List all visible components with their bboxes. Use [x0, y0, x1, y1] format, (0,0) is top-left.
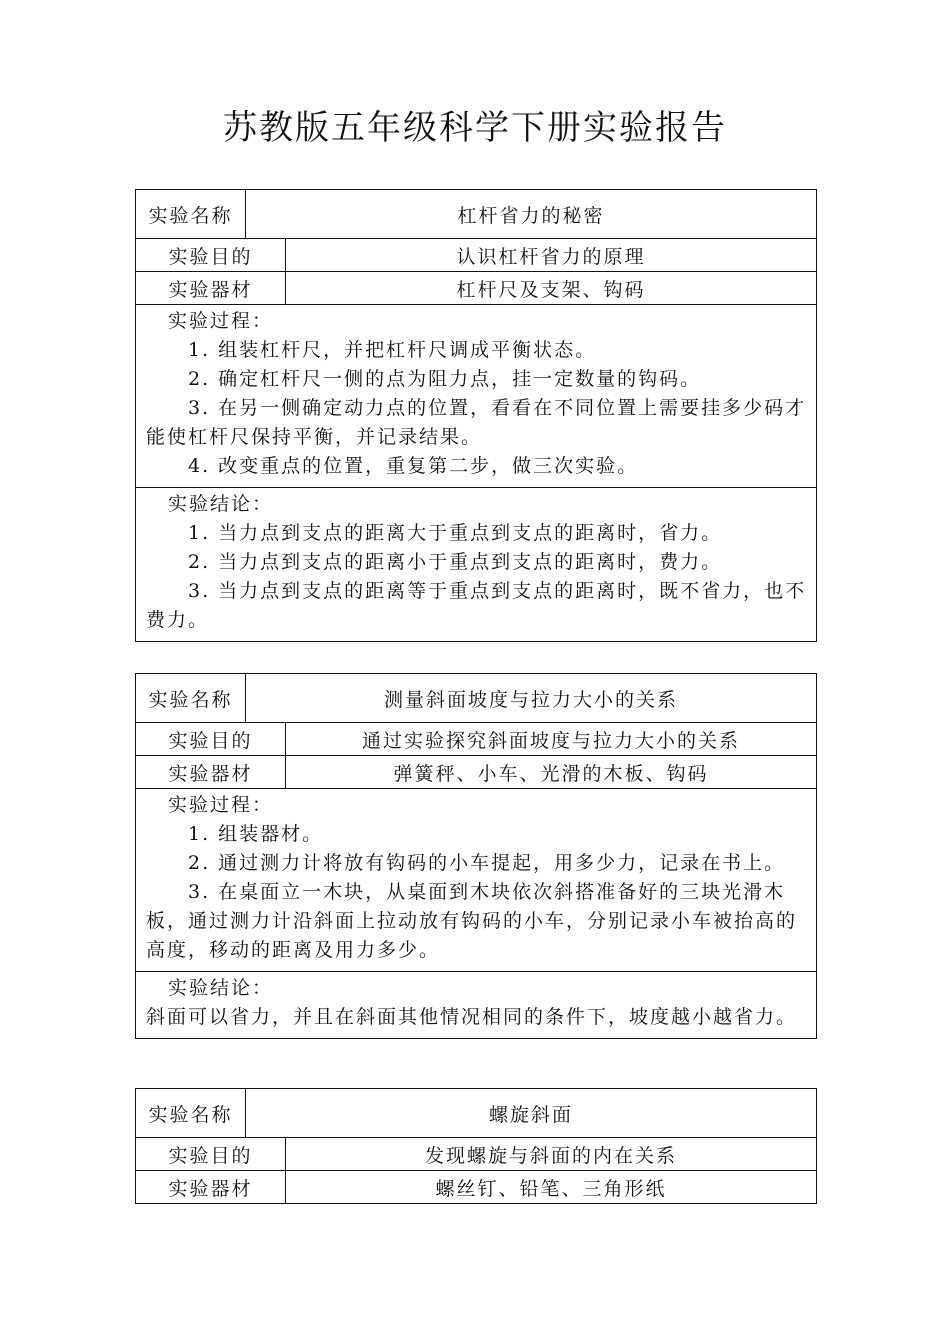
experiment-equipment: 杠杆尺及支架、钩码: [286, 272, 817, 305]
conclusion-section: [136, 488, 817, 642]
process-step: 4. 改变重点的位置，重复第二步，做三次实验。: [188, 455, 639, 477]
label-experiment-name: 实验名称: [136, 1089, 246, 1138]
process-section: [136, 789, 817, 972]
experiment-name: 测量斜面坡度与拉力大小的关系: [246, 674, 817, 723]
label-equipment: 实验器材: [136, 756, 286, 789]
label-conclusion: 实验结论：: [168, 493, 274, 515]
experiment-purpose: 通过实验探究斜面坡度与拉力大小的关系: [286, 723, 817, 756]
label-process: 实验过程：: [168, 310, 274, 332]
experiment-equipment: 螺丝钉、铅笔、三角形纸: [286, 1171, 817, 1204]
page-title: 苏教版五年级科学下册实验报告: [223, 108, 727, 148]
conclusion-item: 3. 当力点到支点的距离等于重点到支点的距离时，既不省力，也不费力。: [146, 580, 807, 631]
experiment-purpose: 发现螺旋与斜面的内在关系: [286, 1138, 817, 1171]
conclusion-text: 斜面可以省力，并且在斜面其他情况相同的条件下，坡度越小越省力。: [146, 1006, 798, 1028]
experiment-name: 螺旋斜面: [246, 1089, 817, 1138]
conclusion-item: 2. 当力点到支点的距离小于重点到支点的距离时，费力。: [188, 551, 723, 573]
conclusion-item: 1. 当力点到支点的距离大于重点到支点的距离时，省力。: [188, 522, 723, 544]
label-experiment-name: 实验名称: [136, 190, 246, 239]
process-step: 1. 组装器材。: [188, 823, 324, 845]
process-step: 1. 组装杠杆尺，并把杠杆尺调成平衡状态。: [188, 339, 597, 361]
process-step: 3. 在另一侧确定动力点的位置，看看在不同位置上需要挂多少码才能使杠杆尺保持平衡，并记录结果。: [146, 397, 807, 448]
label-experiment-name: 实验名称: [136, 674, 246, 723]
report-table-3: [135, 1088, 817, 1204]
label-purpose: 实验目的: [136, 239, 286, 272]
experiment-name: 杠杆省力的秘密: [246, 190, 817, 239]
label-conclusion: 实验结论：: [168, 977, 274, 999]
process-step: 2. 确定杠杆尺一侧的点为阻力点，挂一定数量的钩码。: [188, 368, 702, 390]
process-step: 3. 在桌面立一木块，从桌面到木块依次斜搭准备好的三块光滑木板，通过测力计沿斜面上拉动放有钩码的小车，分别记录小车被抬高的高度，移动的距离及用力多少。: [146, 881, 798, 961]
experiment-equipment: 弹簧秤、小车、光滑的木板、钩码: [286, 756, 817, 789]
conclusion-section: [136, 972, 817, 1039]
label-equipment: 实验器材: [136, 272, 286, 305]
label-purpose: 实验目的: [136, 1138, 286, 1171]
report-table-1: [135, 189, 817, 642]
label-purpose: 实验目的: [136, 723, 286, 756]
experiment-purpose: 认识杠杆省力的原理: [286, 239, 817, 272]
label-equipment: 实验器材: [136, 1171, 286, 1204]
label-process: 实验过程：: [168, 794, 274, 816]
report-table-2: [135, 673, 817, 1039]
process-section: [136, 305, 817, 488]
process-step: 2. 通过测力计将放有钩码的小车提起，用多少力，记录在书上。: [188, 852, 786, 874]
